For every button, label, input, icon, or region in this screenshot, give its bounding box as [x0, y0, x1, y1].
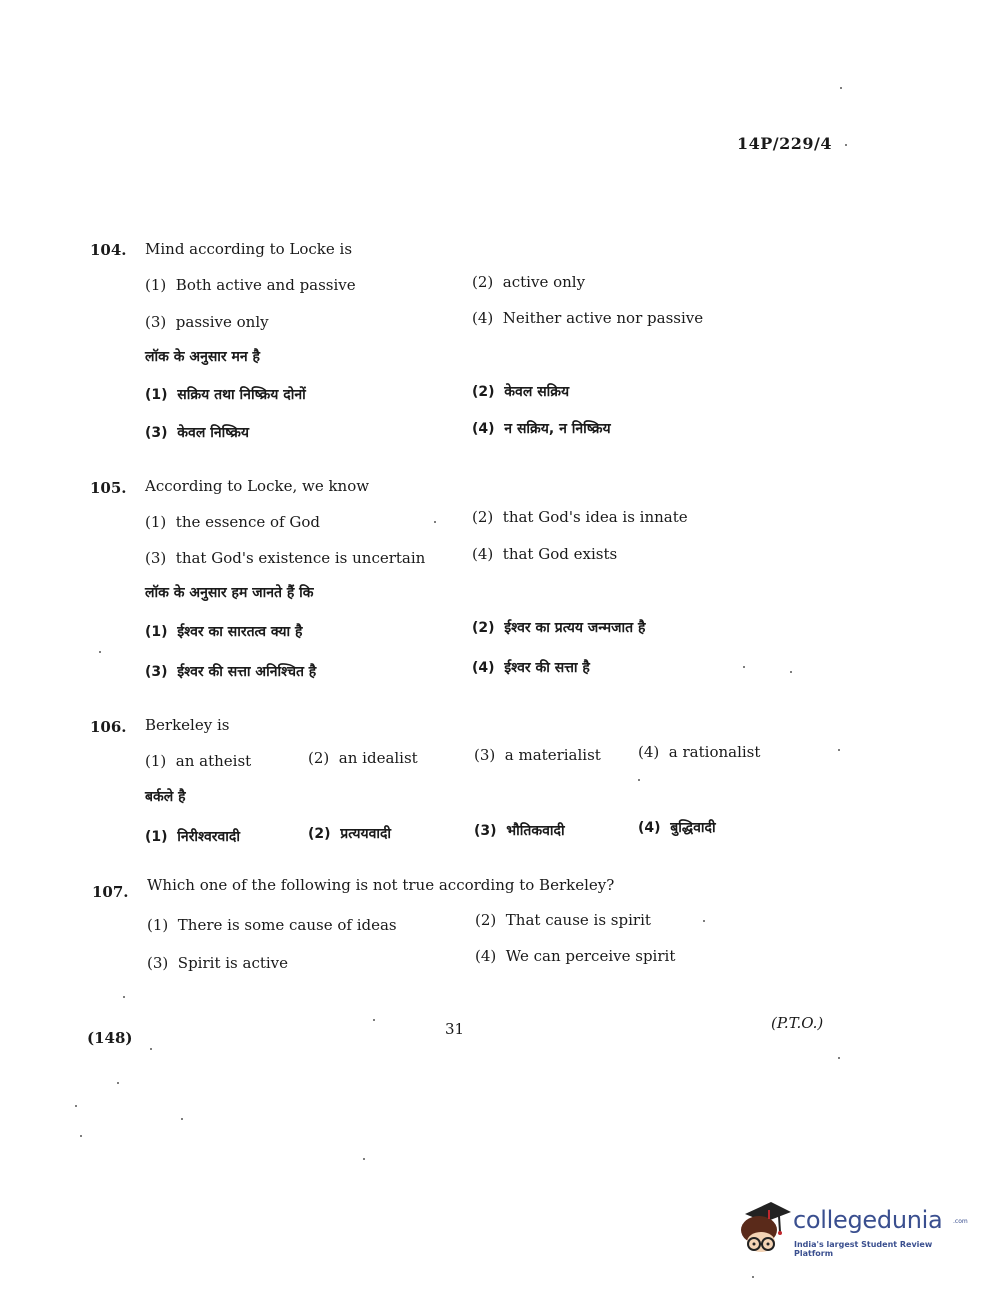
question-text-hindi: बर्कले है: [145, 789, 186, 805]
option-1-hindi: (1) ईश्वर का सारतत्व क्या है: [145, 624, 303, 640]
paper-code: 14P/229/4: [737, 134, 833, 153]
option-2: (2) that God's idea is innate: [472, 508, 688, 526]
question-text: Which one of the following is not true according to Berkeley?: [147, 876, 615, 894]
option-3-hindi: (3) भौतिकवादी: [474, 823, 565, 839]
question-number: 104.: [90, 241, 127, 259]
option-3-hindi: (3) केवल निष्क्रिय: [145, 425, 250, 441]
option-3: (3) Spirit is active: [147, 954, 289, 972]
option-1: (1) There is some cause of ideas: [147, 916, 397, 934]
question-number: 107.: [92, 883, 129, 901]
collegedunia-logo: [735, 1196, 968, 1264]
option-3: (3) that God's existence is uncertain: [145, 549, 426, 567]
option-3: (3) a materialist: [474, 746, 601, 764]
option-1-hindi: (1) निरीश्वरवादी: [145, 829, 240, 845]
logo-tagline: India's largest Student Review Platform: [794, 1240, 933, 1258]
option-2-hindi: (2) केवल सक्रिय: [472, 384, 570, 400]
question-number: 106.: [90, 718, 127, 736]
option-1: (1) the essence of God: [145, 513, 320, 531]
option-3-hindi: (3) ईश्वर की सत्ता अनिश्चित है: [145, 664, 317, 680]
option-2: (2) That cause is spirit: [475, 911, 651, 929]
pto-label: (P.T.O.): [771, 1014, 824, 1032]
option-2: (2) active only: [472, 273, 586, 291]
option-1: (1) Both active and passive: [145, 276, 356, 294]
question-text: According to Locke, we know: [145, 477, 370, 495]
option-4: (4) Neither active nor passive: [472, 309, 704, 327]
option-4-hindi: (4) ईश्वर की सत्ता है: [472, 660, 590, 676]
option-2: (2) an idealist: [308, 749, 418, 767]
question-number: 105.: [90, 479, 127, 497]
page-number: 31: [445, 1020, 465, 1038]
logo-wordmark: collegedunia: [793, 1206, 943, 1234]
question-text: Mind according to Locke is: [145, 240, 353, 258]
footer-code: (148): [87, 1029, 133, 1047]
option-4-hindi: (4) बुद्धिवादी: [638, 820, 716, 836]
option-1-hindi: (1) सक्रिय तथा निष्क्रिय दोनों: [145, 387, 306, 403]
mascot-icon: [735, 1196, 793, 1258]
option-2-hindi: (2) ईश्वर का प्रत्यय जन्मजात है: [472, 620, 646, 636]
option-3: (3) passive only: [145, 313, 269, 331]
option-2-hindi: (2) प्रत्ययवादी: [308, 826, 392, 842]
option-4: (4) a rationalist: [638, 743, 761, 761]
question-text-hindi: लॉक के अनुसार हम जानते हैं कि: [145, 585, 314, 601]
question-text-hindi: लॉक के अनुसार मन है: [145, 349, 260, 365]
question-text: Berkeley is: [145, 716, 230, 734]
option-4-hindi: (4) न सक्रिय, न निष्क्रिय: [472, 421, 611, 437]
option-1: (1) an atheist: [145, 752, 252, 770]
logo-domain: .com: [953, 1218, 968, 1225]
option-4: (4) that God exists: [472, 545, 618, 563]
option-4: (4) We can perceive spirit: [475, 947, 676, 965]
